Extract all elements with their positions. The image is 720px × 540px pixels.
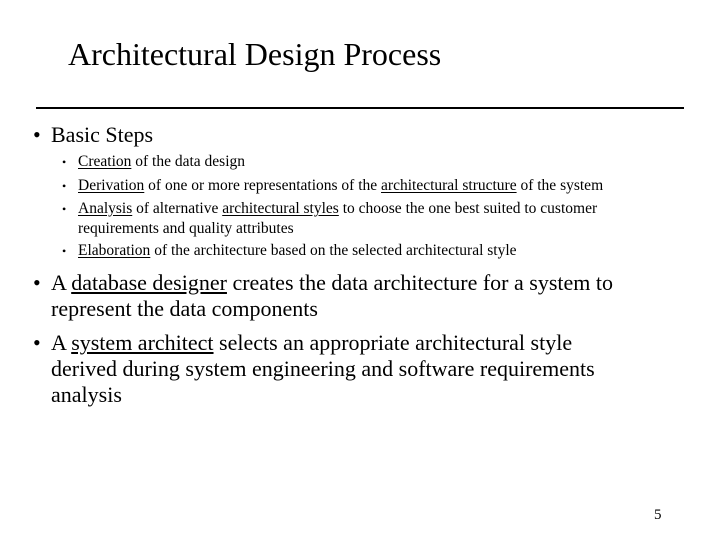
page-number: 5 (654, 507, 662, 523)
bullet-text: A database designer creates the data architecture for a system to (51, 270, 613, 295)
bullet-text: Analysis of alternative architectural styles to choose the one best suited to customer (78, 200, 598, 217)
bullet-text: Derivation of one or more representations of the architectural structure of the system (78, 177, 604, 194)
bullet-text: Creation of the data design (78, 153, 246, 170)
bullet-text-continuation: analysis (51, 382, 122, 407)
bullet-text: Basic Steps (51, 122, 154, 147)
bullet-dot: • (62, 202, 67, 216)
bullet-basic-steps (33, 122, 673, 148)
underlined-term: system architect (71, 330, 214, 355)
underlined-term: Analysis (78, 200, 133, 217)
bullet-text: A system architect selects an appropriate architectural style (51, 330, 573, 355)
bullet-dot: • (33, 270, 41, 295)
slide-title: Architectural Design Process (68, 36, 442, 72)
bullet-text-continuation: requirements and quality attributes (78, 220, 294, 237)
sub-bullet-analysis (62, 198, 702, 238)
bullet-text-continuation: represent the data components (51, 296, 318, 321)
sub-bullet-derivation (62, 175, 702, 197)
bullet-system-architect (33, 330, 673, 408)
underlined-term: Derivation (78, 177, 145, 194)
bullet-database-designer (33, 270, 673, 322)
sub-bullet-elaboration (62, 240, 702, 262)
bullet-dot: • (62, 179, 67, 193)
bullet-dot: • (62, 244, 67, 258)
underlined-term: architectural structure (381, 177, 517, 194)
underlined-term: architectural styles (222, 200, 339, 217)
bullet-dot: • (62, 155, 67, 169)
title-divider (36, 107, 684, 109)
bullet-dot: • (33, 330, 41, 355)
bullet-text-continuation: derived during system engineering and software requirements (51, 356, 595, 381)
bullet-text: Elaboration of the architecture based on the selected architectural style (78, 242, 517, 259)
sub-bullet-creation (62, 151, 702, 173)
bullet-dot: • (33, 122, 41, 147)
underlined-term: Creation (78, 153, 132, 170)
underlined-term: Elaboration (78, 242, 151, 259)
underlined-term: database designer (71, 270, 227, 295)
